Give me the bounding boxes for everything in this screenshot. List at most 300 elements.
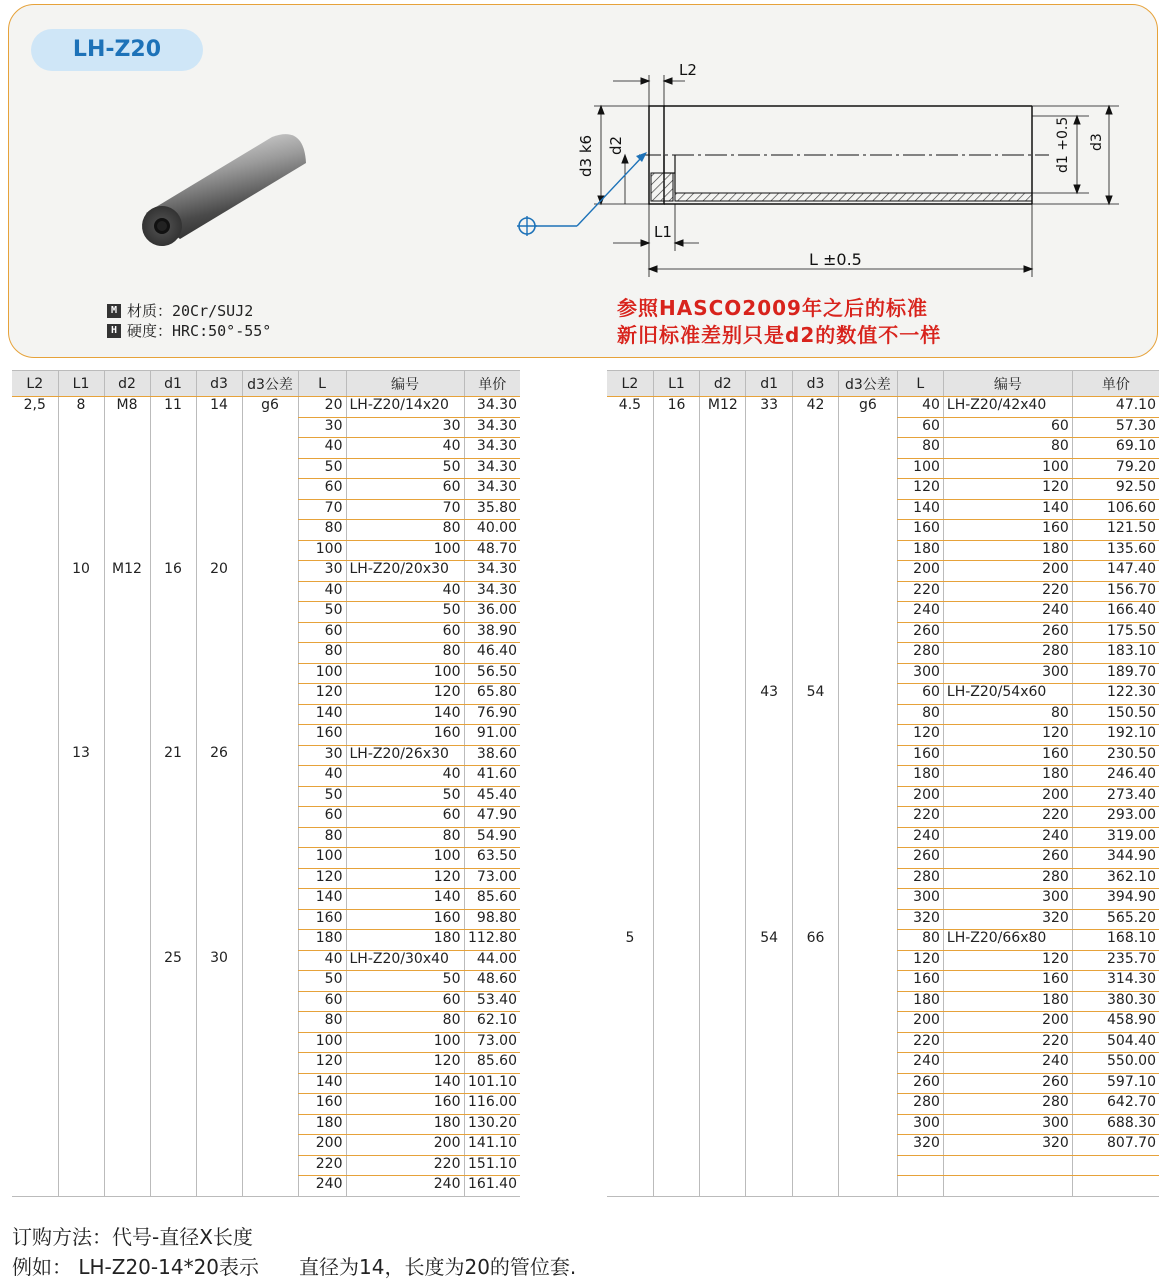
table-cell: [150, 581, 196, 602]
table-cell: [653, 950, 699, 971]
table-cell: [12, 499, 58, 520]
table-cell: [746, 807, 792, 828]
table-cell: 140: [298, 1073, 346, 1094]
table-cell: 85.60: [464, 889, 520, 910]
table-row: [607, 602, 1159, 623]
table-row: [12, 971, 520, 992]
table-cell: [196, 725, 242, 746]
technical-drawing: [509, 55, 1129, 285]
model-badge: LH-Z20: [31, 29, 203, 71]
table-row: [12, 602, 520, 623]
table-cell: [242, 458, 298, 479]
table-cell: [12, 745, 58, 766]
table-cell: [700, 1135, 746, 1156]
table-cell: [746, 438, 792, 459]
table-cell: [653, 499, 699, 520]
table-cell: [653, 663, 699, 684]
table-cell: [104, 458, 150, 479]
table-row: [12, 540, 520, 561]
table-cell: 11: [150, 397, 196, 418]
table-cell: [839, 602, 897, 623]
table-cell: [150, 1012, 196, 1033]
table-cell: [700, 1073, 746, 1094]
table-cell: 80: [346, 520, 464, 541]
table-cell: 168.10: [1072, 930, 1159, 951]
table-cell: [607, 1032, 653, 1053]
table-cell: [746, 950, 792, 971]
table-cell: [653, 1053, 699, 1074]
table-row: [607, 684, 1159, 705]
table-cell: [607, 643, 653, 664]
table-cell: [653, 725, 699, 746]
table-cell: 60: [346, 991, 464, 1012]
column-header: 编号: [346, 371, 464, 397]
table-cell: 160: [897, 520, 943, 541]
table-cell: [196, 868, 242, 889]
table-cell: [607, 766, 653, 787]
table-cell: [607, 684, 653, 705]
table-cell: [839, 745, 897, 766]
table-cell: 100: [897, 458, 943, 479]
table-cell: 91.00: [464, 725, 520, 746]
table-cell: 175.50: [1072, 622, 1159, 643]
table-cell: 8: [58, 397, 104, 418]
table-cell: [943, 1155, 1072, 1176]
table-cell: [746, 725, 792, 746]
table-row: [12, 458, 520, 479]
table-cell: [242, 479, 298, 500]
table-cell: [839, 1114, 897, 1135]
table-cell: [196, 540, 242, 561]
table-cell: LH-Z20/26x30: [346, 745, 464, 766]
table-cell: 156.70: [1072, 581, 1159, 602]
table-cell: 16: [653, 397, 699, 418]
table-cell: [12, 458, 58, 479]
table-row: [12, 479, 520, 500]
product-image: [134, 125, 314, 255]
table-cell: [839, 561, 897, 582]
table-row: [12, 848, 520, 869]
table-cell: [792, 889, 838, 910]
table-cell: 100: [346, 1032, 464, 1053]
table-row: [12, 1135, 520, 1156]
table-cell: [746, 848, 792, 869]
table-cell: 54: [792, 684, 838, 705]
table-cell: [242, 581, 298, 602]
table-cell: 121.50: [1072, 520, 1159, 541]
table-cell: [196, 1053, 242, 1074]
table-cell: [607, 848, 653, 869]
table-cell: [150, 438, 196, 459]
table-cell: [792, 1114, 838, 1135]
table-cell: 34.30: [464, 581, 520, 602]
column-header: d3公差: [839, 371, 897, 397]
table-cell: 26: [196, 745, 242, 766]
table-cell: 34.30: [464, 417, 520, 438]
table-cell: [150, 1135, 196, 1156]
table-cell: 344.90: [1072, 848, 1159, 869]
table-cell: 180: [943, 540, 1072, 561]
table-cell: [653, 602, 699, 623]
table-cell: 34.30: [464, 561, 520, 582]
table-cell: 807.70: [1072, 1135, 1159, 1156]
table-cell: [607, 950, 653, 971]
table-cell: [653, 540, 699, 561]
table-cell: [653, 1073, 699, 1094]
table-cell: [196, 786, 242, 807]
table-cell: [746, 1135, 792, 1156]
table-cell: [700, 704, 746, 725]
table-cell: [242, 889, 298, 910]
table-cell: [150, 827, 196, 848]
table-row: [607, 479, 1159, 500]
table-cell: [943, 1176, 1072, 1197]
table-cell: 200: [943, 1012, 1072, 1033]
table-cell: [839, 1135, 897, 1156]
table-cell: 30: [298, 561, 346, 582]
order-example: [12, 1252, 576, 1282]
table-cell: 180: [897, 766, 943, 787]
table-cell: 21: [150, 745, 196, 766]
table-cell: [653, 704, 699, 725]
table-cell: 85.60: [464, 1053, 520, 1074]
table-cell: [104, 704, 150, 725]
table-cell: 240: [943, 1053, 1072, 1074]
table-cell: [792, 807, 838, 828]
table-cell: [839, 499, 897, 520]
table-cell: 38.60: [464, 745, 520, 766]
table-cell: [700, 807, 746, 828]
table-cell: [242, 1155, 298, 1176]
table-cell: [150, 930, 196, 951]
table-cell: [242, 684, 298, 705]
table-cell: [12, 417, 58, 438]
table-cell: [792, 581, 838, 602]
table-row: [607, 1135, 1159, 1156]
table-cell: [12, 930, 58, 951]
table-cell: 100: [298, 540, 346, 561]
table-cell: [839, 766, 897, 787]
table-cell: 57.30: [1072, 417, 1159, 438]
table-cell: [242, 704, 298, 725]
table-cell: 394.90: [1072, 889, 1159, 910]
table-cell: [12, 704, 58, 725]
table-cell: 25: [150, 950, 196, 971]
table-cell: 34.30: [464, 458, 520, 479]
table-cell: [12, 991, 58, 1012]
table-cell: [196, 1155, 242, 1176]
table-cell: [746, 868, 792, 889]
table-row: [607, 643, 1159, 664]
table-cell: [196, 971, 242, 992]
table-cell: [242, 1135, 298, 1156]
table-cell: 100: [943, 458, 1072, 479]
table-cell: [792, 438, 838, 459]
table-cell: [58, 643, 104, 664]
table-cell: [150, 868, 196, 889]
table-cell: [104, 807, 150, 828]
table-cell: [746, 458, 792, 479]
table-cell: [792, 540, 838, 561]
table-cell: [839, 909, 897, 930]
table-cell: [242, 1053, 298, 1074]
table-cell: 140: [346, 889, 464, 910]
table-cell: [792, 909, 838, 930]
table-row: [607, 1094, 1159, 1115]
table-cell: [653, 745, 699, 766]
table-cell: 220: [943, 1032, 1072, 1053]
table-cell: [746, 499, 792, 520]
table-cell: [607, 807, 653, 828]
table-cell: 80: [298, 827, 346, 848]
table-row: [12, 786, 520, 807]
drawing-label-l1: L1: [654, 223, 672, 241]
table-cell: [839, 458, 897, 479]
table-cell: [839, 807, 897, 828]
table-cell: [196, 499, 242, 520]
table-cell: [897, 1155, 943, 1176]
table-cell: [746, 1032, 792, 1053]
table-cell: 189.70: [1072, 663, 1159, 684]
table-row: [12, 950, 520, 971]
table-cell: [607, 499, 653, 520]
table-cell: [196, 1176, 242, 1197]
table-cell: [792, 1012, 838, 1033]
table-cell: 504.40: [1072, 1032, 1159, 1053]
table-cell: 60: [346, 479, 464, 500]
table-cell: [58, 827, 104, 848]
table-cell: [242, 745, 298, 766]
material-icon: M: [107, 304, 121, 318]
table-cell: [792, 1155, 838, 1176]
table-cell: LH-Z20/42x40: [943, 397, 1072, 418]
table-cell: [58, 889, 104, 910]
table-cell: [700, 766, 746, 787]
table-cell: [607, 909, 653, 930]
table-cell: [196, 520, 242, 541]
table-cell: 280: [943, 643, 1072, 664]
table-cell: [839, 1053, 897, 1074]
table-cell: 160: [346, 725, 464, 746]
table-cell: [58, 622, 104, 643]
table-cell: 320: [943, 1135, 1072, 1156]
column-header: L2: [607, 371, 653, 397]
hardness-line: [107, 321, 271, 341]
table-cell: [700, 499, 746, 520]
drawing-label-d1: d1 +0.5: [1055, 116, 1071, 173]
table-cell: [792, 971, 838, 992]
table-cell: 40: [346, 581, 464, 602]
table-cell: [196, 1012, 242, 1033]
table-cell: [242, 1176, 298, 1197]
table-cell: [12, 540, 58, 561]
table-row: [12, 643, 520, 664]
table-cell: 565.20: [1072, 909, 1159, 930]
table-cell: [12, 438, 58, 459]
table-cell: 120: [298, 1053, 346, 1074]
table-cell: [746, 581, 792, 602]
table-cell: [700, 848, 746, 869]
table-cell: 200: [897, 786, 943, 807]
table-cell: 30: [346, 417, 464, 438]
table-cell: [653, 438, 699, 459]
table-cell: 180: [346, 1114, 464, 1135]
table-cell: [746, 991, 792, 1012]
table-cell: [196, 458, 242, 479]
table-cell: [196, 1114, 242, 1135]
table-cell: 220: [897, 807, 943, 828]
table-row: [12, 766, 520, 787]
table-row: [12, 745, 520, 766]
table-cell: [12, 1176, 58, 1197]
table-cell: 76.90: [464, 704, 520, 725]
drawing-label-l: L ±0.5: [809, 250, 862, 269]
table-cell: 43: [746, 684, 792, 705]
table-cell: [839, 848, 897, 869]
table-cell: 120: [346, 1053, 464, 1074]
table-cell: 30: [196, 950, 242, 971]
table-cell: 54.90: [464, 827, 520, 848]
table-cell: 240: [943, 827, 1072, 848]
table-cell: [839, 417, 897, 438]
table-cell: 48.60: [464, 971, 520, 992]
table-cell: 230.50: [1072, 745, 1159, 766]
table-cell: [700, 1155, 746, 1176]
table-row: [607, 622, 1159, 643]
table-cell: [12, 1094, 58, 1115]
table-row: [607, 438, 1159, 459]
table-cell: [58, 1135, 104, 1156]
table-cell: [653, 909, 699, 930]
table-cell: 320: [943, 909, 1072, 930]
table-cell: [12, 909, 58, 930]
table-cell: [104, 1114, 150, 1135]
table-cell: [196, 684, 242, 705]
table-cell: [839, 868, 897, 889]
material-text: 材质：20Cr/SUJ2: [127, 302, 254, 320]
table-row: [12, 725, 520, 746]
table-cell: 220: [346, 1155, 464, 1176]
table-cell: [104, 663, 150, 684]
table-cell: [242, 1114, 298, 1135]
table-cell: [839, 725, 897, 746]
table-cell: [700, 1032, 746, 1053]
table-cell: 50: [346, 786, 464, 807]
table-cell: [792, 766, 838, 787]
table-cell: [58, 581, 104, 602]
table-cell: [150, 1053, 196, 1074]
table-cell: [12, 1135, 58, 1156]
table-cell: [242, 725, 298, 746]
table-cell: [792, 561, 838, 582]
table-cell: [746, 1114, 792, 1135]
table-cell: 40: [298, 950, 346, 971]
table-cell: [12, 1053, 58, 1074]
table-cell: 44.00: [464, 950, 520, 971]
table-cell: [58, 950, 104, 971]
table-cell: [839, 704, 897, 725]
table-cell: [792, 868, 838, 889]
table-cell: [196, 704, 242, 725]
table-cell: 160: [298, 909, 346, 930]
table-cell: [653, 889, 699, 910]
table-cell: [746, 971, 792, 992]
table-cell: [700, 889, 746, 910]
table-cell: 73.00: [464, 868, 520, 889]
table-cell: [746, 889, 792, 910]
table-cell: [104, 1176, 150, 1197]
table-cell: [104, 581, 150, 602]
table-cell: [150, 622, 196, 643]
table-cell: 280: [943, 1094, 1072, 1115]
table-cell: 48.70: [464, 540, 520, 561]
table-cell: 100: [298, 848, 346, 869]
table-cell: [150, 909, 196, 930]
table-cell: [58, 540, 104, 561]
table-cell: 151.10: [464, 1155, 520, 1176]
table-cell: [150, 643, 196, 664]
table-cell: 100: [346, 848, 464, 869]
table-row: [12, 704, 520, 725]
table-cell: [242, 909, 298, 930]
table-row: [607, 725, 1159, 746]
table-cell: [196, 889, 242, 910]
table-cell: [196, 1135, 242, 1156]
table-cell: [792, 745, 838, 766]
table-cell: g6: [839, 397, 897, 418]
table-cell: 140: [943, 499, 1072, 520]
table-row: [12, 889, 520, 910]
table-cell: [58, 1114, 104, 1135]
table-cell: 80: [897, 704, 943, 725]
table-cell: 240: [897, 602, 943, 623]
table-cell: 60: [943, 417, 1072, 438]
table-cell: [1072, 1176, 1159, 1197]
table-cell: [1072, 1155, 1159, 1176]
table-cell: [150, 971, 196, 992]
table-cell: [196, 602, 242, 623]
table-cell: [12, 971, 58, 992]
table-cell: [607, 438, 653, 459]
table-cell: [746, 1012, 792, 1033]
table-cell: [58, 1012, 104, 1033]
table-cell: [897, 1176, 943, 1197]
table-cell: [653, 868, 699, 889]
table-cell: LH-Z20/30x40: [346, 950, 464, 971]
order-method: 订购方法：代号-直径X长度: [12, 1225, 253, 1249]
drawing-label-d2: d2: [607, 135, 625, 155]
table-cell: [196, 848, 242, 869]
table-row: [12, 581, 520, 602]
table-cell: 40: [298, 438, 346, 459]
table-cell: [196, 479, 242, 500]
table-cell: [104, 499, 150, 520]
table-cell: 220: [298, 1155, 346, 1176]
table-cell: [104, 868, 150, 889]
table-cell: [12, 1073, 58, 1094]
table-cell: [150, 1094, 196, 1115]
table-cell: 53.40: [464, 991, 520, 1012]
table-cell: 20: [298, 397, 346, 418]
table-cell: 56.50: [464, 663, 520, 684]
table-cell: g6: [242, 397, 298, 418]
table-cell: [746, 663, 792, 684]
table-cell: [839, 1094, 897, 1115]
table-cell: 62.10: [464, 1012, 520, 1033]
column-header: L2: [12, 371, 58, 397]
table-row: [12, 827, 520, 848]
column-header: d3: [196, 371, 242, 397]
